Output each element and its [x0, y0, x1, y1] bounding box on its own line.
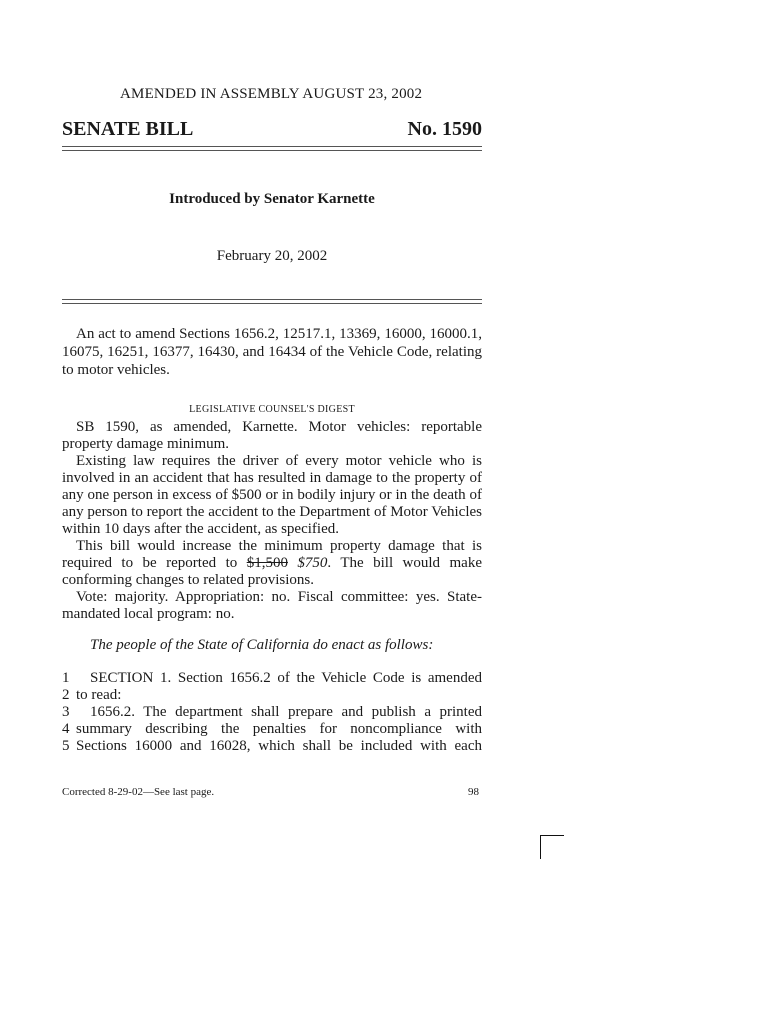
bill-line: [62, 704, 482, 721]
line-number: 3: [62, 704, 70, 720]
bill-line: [62, 687, 482, 704]
digest-paragraph: Vote: majority. Appropriation: no. Fiscal committee: yes. State-mandated local program: no.: [62, 589, 482, 622]
digest-paragraph: Existing law requires the driver of every motor vehicle who is involved in an accident that has resulted in damage to the property of any one person in excess of $500 or in bodily injury or in the death of any person to report the accident to the Department of Motor Vehicles within 10 days after the accident, as specified.: [62, 453, 483, 537]
crop-mark: [540, 835, 541, 859]
bill-text-lines: [62, 670, 482, 755]
line-number: 2: [62, 687, 70, 703]
line-text: 1656.2. The department shall prepare and publish a printed: [90, 704, 482, 720]
inserted-amount: $750: [297, 555, 328, 571]
page-code: 98: [468, 786, 479, 798]
correction-note: Corrected 8-29-02—See last page.: [62, 786, 215, 798]
bill-line: [62, 670, 482, 687]
line-number: 5: [62, 738, 70, 754]
line-number: 1: [62, 670, 70, 686]
line-text: summary describing the penalties for noncompliance with: [76, 721, 482, 737]
double-rule-bottom: [62, 299, 482, 304]
digest-text: . The bill would make conforming changes to related provisions.: [62, 555, 482, 588]
amended-notice: AMENDED IN ASSEMBLY AUGUST 23, 2002: [120, 86, 423, 102]
digest-paragraph: SB 1590, as amended, Karnette. Motor vehicles: reportable property damage minimum.: [62, 419, 482, 452]
line-text: to read:: [76, 687, 122, 703]
enacting-clause: The people of the State of California do enact as follows:: [90, 637, 434, 653]
introduction-date: February 20, 2002: [216, 248, 328, 264]
act-title: [62, 325, 482, 379]
digest-paragraph: [62, 538, 482, 589]
digest-text: This bill would increase the minimum property damage that is required to be reported to: [62, 538, 482, 571]
line-number: 4: [62, 721, 70, 737]
double-rule-top: [62, 146, 482, 151]
bill-line: [62, 721, 482, 738]
struck-amount: $1,500: [246, 555, 288, 571]
line-text: Sections 16000 and 16028, which shall be included with each: [76, 738, 482, 754]
bill-line: [62, 738, 482, 755]
act-text: An act to amend Sections 1656.2, 12517.1, 13369, 16000, 16000.1, 16075, 16251, 16377, 16430, and 16434 of the Vehicle Code, relating to motor vehicles.: [62, 326, 482, 378]
line-text: SECTION 1. Section 1656.2 of the Vehicle Code is amended: [90, 670, 482, 686]
bill-title-row: [62, 118, 482, 141]
digest-heading: LEGISLATIVE COUNSEL'S DIGEST: [189, 404, 355, 415]
crop-mark: [540, 835, 564, 836]
legislative-digest: [62, 419, 482, 623]
bill-number: No. 1590: [407, 118, 482, 140]
introduced-by: Introduced by Senator Karnette: [169, 191, 375, 207]
bill-type: SENATE BILL: [62, 118, 194, 140]
